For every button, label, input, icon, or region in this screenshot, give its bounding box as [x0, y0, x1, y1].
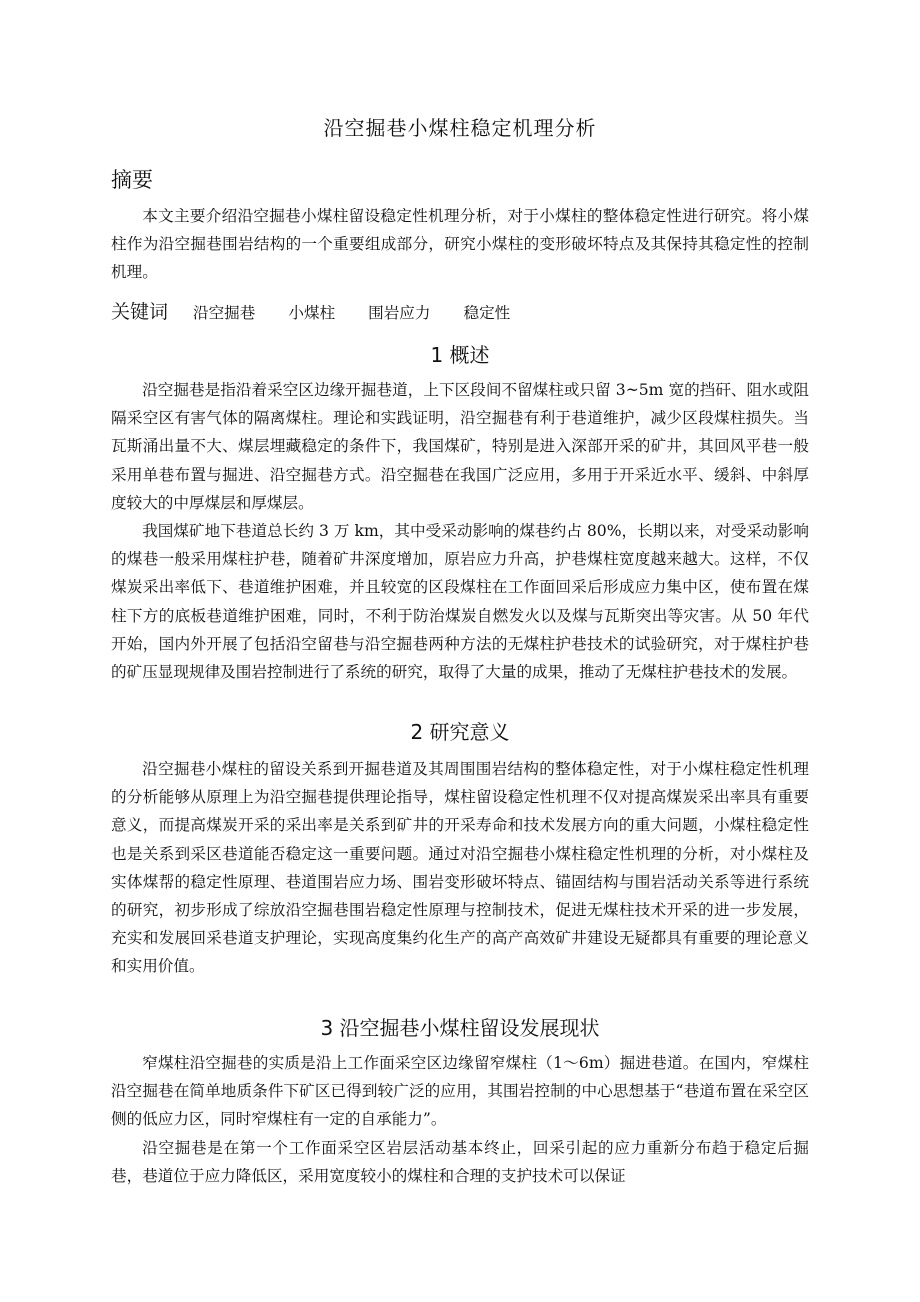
keyword-item: 稳定性 [463, 304, 511, 322]
abstract-heading: 摘要 [111, 168, 153, 192]
section-paragraph: 我国煤矿地下巷道总长约 3 万 km，其中受采动影响的煤巷约占 80%，长期以来，对受采动影响的煤巷一般采用煤柱护巷，随着矿井深度增加，原岩应力升高，护巷煤柱宽度越来越大。这样，不仅煤炭采出率低下、巷道维护困难，并且较宽的区段煤柱在工作面回采后形成应力集中区，使布置在煤柱下方的底板巷道维护困难，同时，不利于防治煤炭自燃发火以及煤与瓦斯突出等灾害。从 50 年代开始，国内外开展了包括沿空留巷与沿空掘巷两种方法的无煤柱护巷技术的试验研究，对于煤柱护巷的矿压显现规律及围岩控制进行了系统的研究，取得了大量的成果，推动了无煤柱护巷技术的发展。 [111, 522, 809, 682]
keywords-line [111, 298, 538, 327]
section-heading-significance: 2 研究意义 [410, 720, 510, 744]
document-title: 沿空掘巷小煤柱稳定机理分析 [323, 116, 597, 140]
section-heading-overview: 1 概述 [430, 343, 490, 367]
section-paragraph: 沿空掘巷小煤柱的留设关系到开掘巷道及其周围围岩结构的整体稳定性，对于小煤柱稳定性机理的分析能够从原理上为沿空掘巷提供理论指导，煤柱留设稳定性机理不仅对提高煤炭采出率具有重要意义，而提高煤炭开采的采出率是关系到矿井的开采寿命和技术发展方向的重大问题，小煤柱稳定性也是关系到采区巷道能否稳定这一重要问题。通过对沿空掘巷小煤柱稳定性机理的分析，对小煤柱及实体煤帮的稳定性原理、巷道围岩应力场、围岩变形破坏特点、锚固结构与围岩活动关系等进行系统的研究，初步形成了综放沿空掘巷围岩稳定性原理与控制技术，促进无煤柱技术开采的进一步发展，充实和发展回采巷道支护理论，实现高度集约化生产的高产高效矿井建设无疑都具有重要的理论意义和实用价值。 [111, 760, 809, 976]
abstract-text: 本文主要介绍沿空掘巷小煤柱留设稳定性机理分析，对于小煤柱的整体稳定性进行研究。将小煤柱作为沿空掘巷围岩结构的一个重要组成部分，研究小煤柱的变形破坏特点及其保持其稳定性的控制机理。 [111, 207, 809, 282]
keyword-item: 小煤柱 [288, 304, 336, 322]
keyword-item: 围岩应力 [368, 304, 431, 322]
section-paragraph: 窄煤柱沿空掘巷的实质是沿上工作面采空区边缘留窄煤柱（1～6m）掘进巷道。在国内，窄煤柱沿空掘巷在简单地质条件下矿区已得到较广泛的应用，其围岩控制的中心思想基于“巷道布置在采空区侧的低应力区，同时窄煤柱有一定的自承能力”。 [111, 1054, 809, 1129]
section-paragraph: 沿空掘巷是在第一个工作面采空区岩层活动基本终止，回采引起的应力重新分布趋于稳定后掘巷，巷道位于应力降低区，采用宽度较小的煤柱和合理的支护技术可以保证 [111, 1139, 809, 1186]
keyword-item: 沿空掘巷 [192, 304, 256, 322]
section-heading-status: 3 沿空掘巷小煤柱留设发展现状 [320, 1016, 600, 1040]
section-paragraph: 沿空掘巷是指沿着采空区边缘开掘巷道，上下区段间不留煤柱或只留 3~5m 宽的挡矸、阻水或阻隔采空区有害气体的隔离煤柱。理论和实践证明，沿空掘巷有利于巷道维护，减少区段煤柱损失。当瓦斯涌出量不大、煤层埋藏稳定的条件下，我国煤矿，特别是进入深部开采的矿井，其回风平巷一般采用单巷布置与掘进、沿空掘巷方式。沿空掘巷在我国广泛应用，多用于开采近水平、缓斜、中斜厚度较大的中厚煤层和厚煤层。 [111, 381, 809, 512]
keywords-label: 关键词 [111, 301, 169, 323]
